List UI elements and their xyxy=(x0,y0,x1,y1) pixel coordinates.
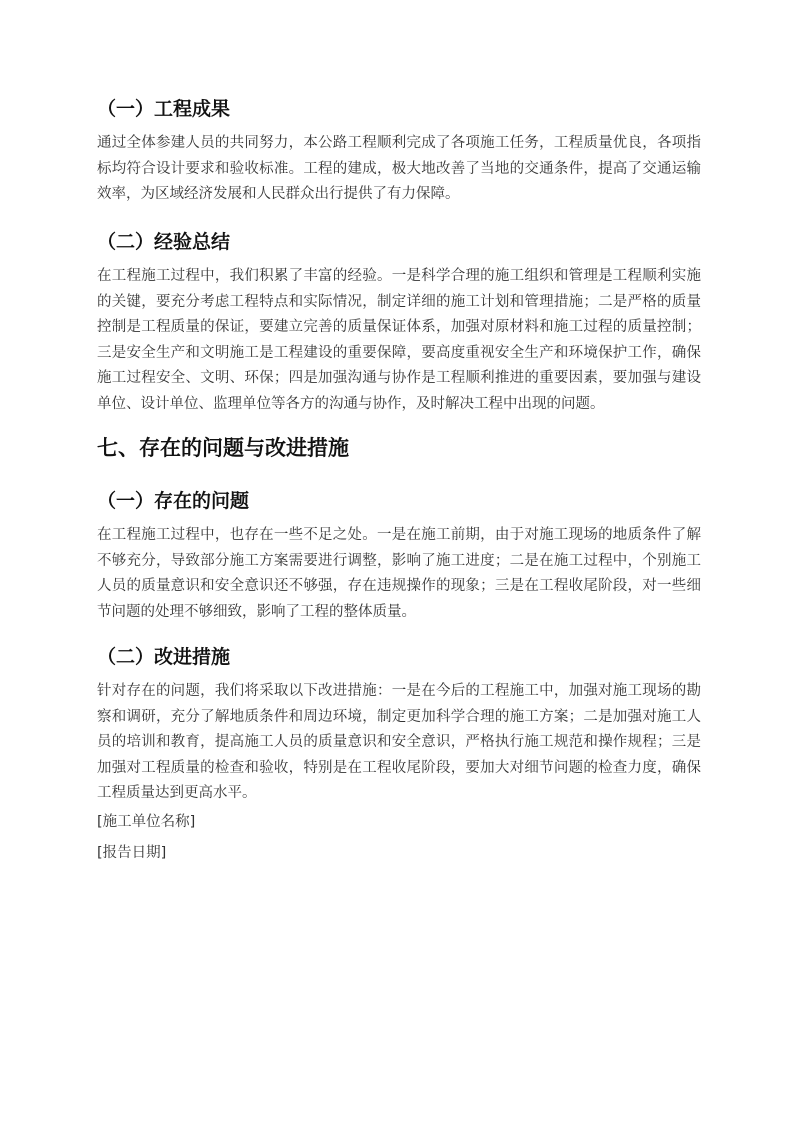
chapter-heading-problems-improvements: 七、存在的问题与改进措施 xyxy=(97,436,349,460)
section-heading-achievements: （一）工程成果 xyxy=(97,98,231,120)
paragraph-improvements: 针对存在的问题，我们将采取以下改进措施：一是在今后的工程施工中，加强对施工现场的勘察和调研，充分了解地质条件和周边环境，制定更加科学合理的施工方案；二是加强对施工人员的培训和教育，提高施工人员的质量意识和安全意识，严格执行施工规范和操作规程；三是加强对工程质量的检查和验收，特别是在工程收尾阶段，要加大对细节问题的检查力度，确保工程质量达到更高水平。 xyxy=(97,683,701,802)
signature-unit: [施工单位名称] xyxy=(97,814,196,830)
section-heading-improvements: （二）改进措施 xyxy=(97,646,231,668)
signature-date: [报告日期] xyxy=(97,845,167,861)
paragraph-experience: 在工程施工过程中，我们积累了丰富的经验。一是科学合理的施工组织和管理是工程顺利实施的关键，要充分考虑工程特点和实际情况，制定详细的施工计划和管理措施；二是严格的质量控制是工程质量的保证，要建立完善的质量保证体系，加强对原材料和施工过程的质量控制；三是安全生产和文明施工是工程建设的重要保障，要高度重视安全生产和环境保护工作，确保施工过程安全、文明、环保；四是加强沟通与协作是工程顺利推进的重要因素，要加强与建设单位、设计单位、监理单位等各方的沟通与协作，及时解决工程中出现的问题。 xyxy=(97,268,701,412)
paragraph-achievements: 通过全体参建人员的共同努力，本公路工程顺利完成了各项施工任务，工程质量优良，各项指标均符合设计要求和验收标准。工程的建成，极大地改善了当地的交通条件，提高了交通运输效率，为区域经济发展和人民群众出行提供了有力保障。 xyxy=(97,135,701,203)
section-heading-problems: （一）存在的问题 xyxy=(97,490,250,512)
paragraph-problems: 在工程施工过程中，也存在一些不足之处。一是在施工前期，由于对施工现场的地质条件了解不够充分，导致部分施工方案需要进行调整，影响了施工进度；二是在施工过程中，个别施工人员的质量意识和安全意识还不够强，存在违规操作的现象；三是在工程收尾阶段，对一些细节问题的处理不够细致，影响了工程的整体质量。 xyxy=(97,527,701,620)
section-heading-experience: （二）经验总结 xyxy=(97,231,231,253)
